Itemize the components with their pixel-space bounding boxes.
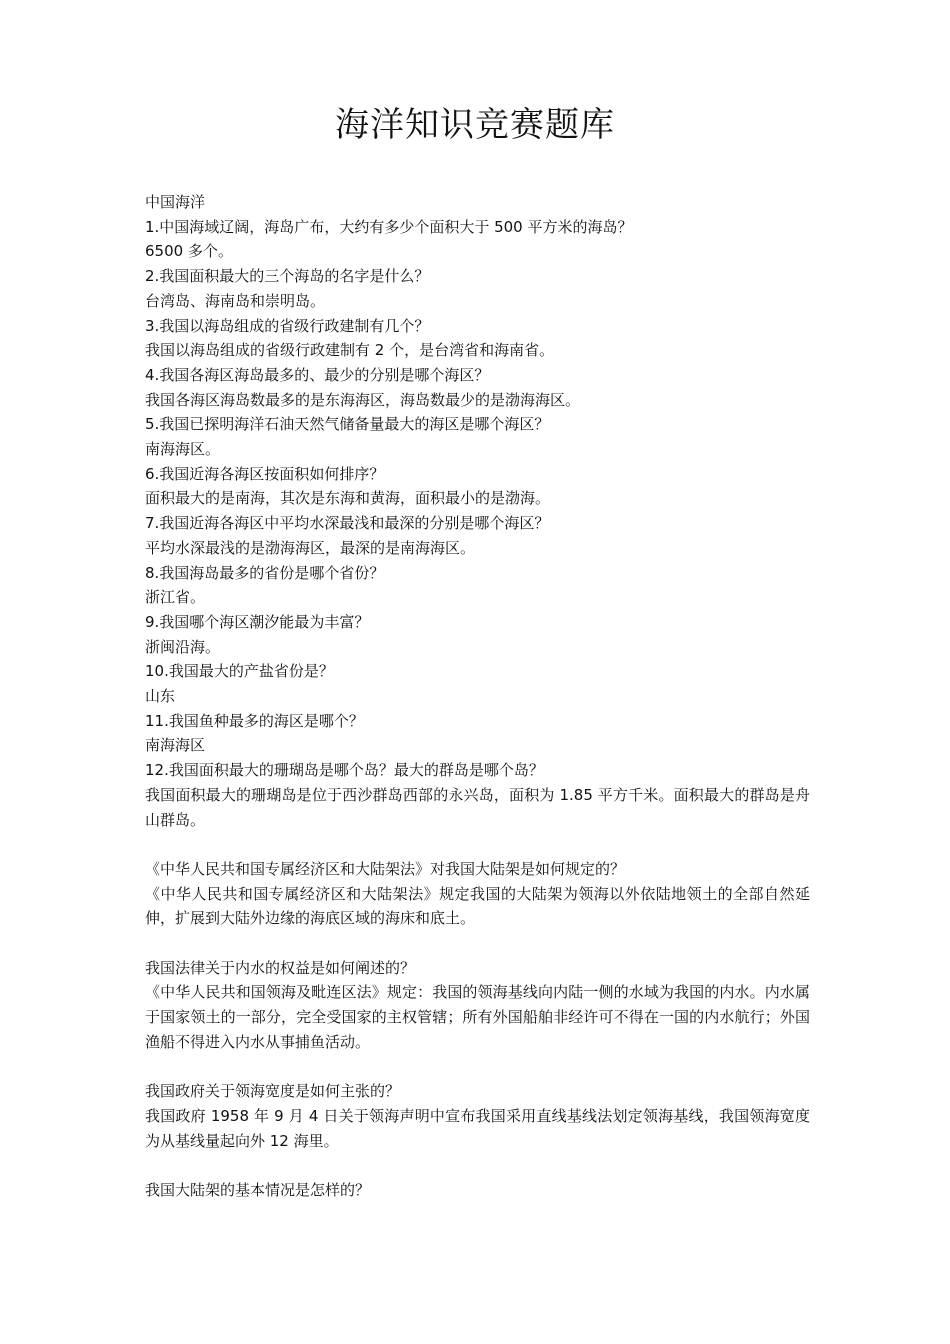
document-title: 海洋知识竞赛题库: [335, 105, 615, 145]
question-7: 7.我国近海各海区中平均水深最浅和最深的分别是哪个海区？: [145, 514, 550, 533]
answer-2: 台湾岛、海南岛和崇明岛。: [145, 291, 326, 310]
answer-8: 浙江省。: [145, 588, 206, 607]
answer-4: 我国各海区海岛数最多的是东海海区，海岛数最少的是渤海海区。: [145, 390, 581, 409]
question-2: 2.我国面积最大的三个海岛的名字是什么？: [145, 267, 430, 286]
document-body: [145, 190, 810, 1203]
extra-question-4: 我国大陆架的基本情况是怎样的？: [145, 1181, 371, 1200]
extra-question-2: 我国法律关于内水的权益是如何阐述的？: [145, 958, 416, 977]
question-3: 3.我国以海岛组成的省级行政建制有几个？: [145, 316, 430, 335]
extra-answer-2: 《中华人民共和国领海及毗连区法》规定：我国的领海基线向内陆一侧的水域为我国的内水。内水属于国家领土的一部分，完全受国家的主权管辖；所有外国船舶非经许可不得在一国的内水航行；外国渔船不得进入内水从事捕鱼活动。: [145, 983, 810, 1051]
paragraph-gap: [145, 1153, 810, 1178]
question-4: 4.我国各海区海岛最多的、最少的分别是哪个海区？: [145, 365, 490, 384]
answer-10: 山东: [145, 687, 176, 706]
extra-answer-1: 《中华人民共和国专属经济区和大陆架法》规定我国的大陆架为领海以外依陆地领土的全部自然延伸，扩展到大陆外边缘的海底区域的海床和底土。: [145, 884, 810, 928]
answer-5: 南海海区。: [145, 440, 221, 459]
section-heading: 中国海洋: [145, 193, 206, 211]
answer-7: 平均水深最浅的是渤海海区，最深的是南海海区。: [145, 538, 476, 557]
question-8: 8.我国海岛最多的省份是哪个省份？: [145, 563, 385, 582]
paragraph-gap: [145, 931, 810, 956]
question-6: 6.我国近海各海区按面积如何排序？: [145, 464, 385, 483]
answer-9: 浙闽沿海。: [145, 637, 221, 656]
question-5: 5.我国已探明海洋石油天然气储备量最大的海区是哪个海区？: [145, 415, 550, 434]
paragraph-gap: [145, 832, 810, 857]
extra-question-3: 我国政府关于领海宽度是如何主张的？: [145, 1082, 401, 1101]
extra-question-1: 《中华人民共和国专属经济区和大陆架法》对我国大陆架是如何规定的？: [145, 859, 626, 878]
answer-1: 6500 多个。: [145, 242, 233, 261]
extra-answer-3: 我国政府 1958 年 9 月 4 日关于领海声明中宣布我国采用直线基线法划定领海基线，我国领海宽度为从基线量起向外 12 海里。: [145, 1106, 810, 1150]
question-12: 12.我国面积最大的珊瑚岛是哪个岛？最大的群岛是哪个岛？: [145, 761, 544, 780]
question-1: 1.中国海域辽阔，海岛广布，大约有多少个面积大于 500 平方米的海岛？: [145, 217, 633, 236]
question-10: 10.我国最大的产盐省份是？: [145, 662, 334, 681]
paragraph-gap: [145, 1055, 810, 1080]
answer-6: 面积最大的是南海，其次是东海和黄海，面积最小的是渤海。: [145, 489, 551, 508]
question-11: 11.我国鱼种最多的海区是哪个？: [145, 711, 364, 730]
answer-12: 我国面积最大的珊瑚岛是位于西沙群岛西部的永兴岛，面积为 1.85 平方千米。面积最大的群岛是舟山群岛。: [145, 785, 810, 829]
answer-11: 南海海区: [145, 736, 206, 755]
answer-3: 我国以海岛组成的省级行政建制有 2 个，是台湾省和海南省。: [145, 341, 555, 360]
question-9: 9.我国哪个海区潮汐能最为丰富？: [145, 612, 370, 631]
